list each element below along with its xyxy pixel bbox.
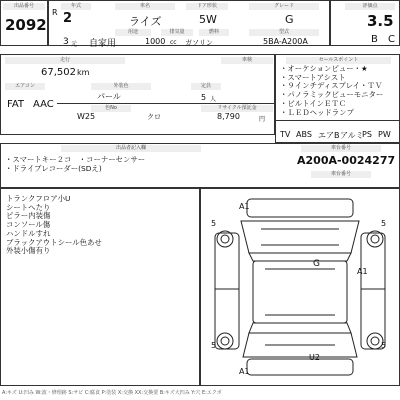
shift-unit: 元 bbox=[71, 41, 78, 48]
seats-unit: 人 bbox=[210, 96, 217, 103]
usage-label: 用途 bbox=[115, 29, 151, 36]
equipment-abs: ABS bbox=[296, 130, 312, 139]
car-diagram bbox=[201, 189, 399, 385]
score-cell bbox=[330, 0, 400, 46]
sales-point-item: ・ＬＥＤヘッドランプ bbox=[280, 107, 354, 117]
footer-legend: A:キズ U:凹み W:波・修理跡 S:サビ C:腐食 P:塗装 X:交換 XX:交換要 B:キズ大凹み Y:穴 E:エクボ bbox=[2, 390, 222, 396]
era: R bbox=[52, 8, 58, 17]
mileage-label: 走行 bbox=[5, 57, 125, 64]
equipment-alloy: アルミ bbox=[340, 131, 364, 140]
recycle-amount: 8,790 bbox=[217, 112, 240, 121]
sales-point-item: ・オーケションピュー・★ bbox=[280, 64, 368, 73]
chassis-footer-label: 車台番号 bbox=[311, 171, 371, 178]
spec-cell bbox=[0, 54, 275, 135]
car-name: ライズ bbox=[129, 15, 162, 28]
displacement-label: 排気量 bbox=[161, 29, 193, 36]
transmission: FAT bbox=[7, 99, 25, 110]
equipment-cell bbox=[275, 120, 400, 143]
mark-front-left: A1 bbox=[239, 202, 250, 211]
score: 3.5 bbox=[367, 12, 394, 30]
condition-item: トランクフロア小U bbox=[6, 194, 71, 203]
model-year: 2 bbox=[63, 11, 73, 26]
right-side-outline bbox=[361, 233, 385, 349]
fuel-label: 燃料 bbox=[199, 29, 229, 36]
color-code-2: クロ bbox=[147, 113, 161, 121]
condition-item: ハンドルすれ bbox=[6, 228, 51, 238]
lot-number-label: 出品番号 bbox=[3, 3, 45, 10]
mark-roof: G bbox=[313, 259, 320, 269]
sales-points-label: セールスポイント bbox=[286, 57, 391, 64]
sales-points-list bbox=[280, 65, 383, 117]
rear-left-wheel bbox=[217, 333, 233, 349]
interior-grade: B bbox=[371, 34, 378, 45]
front-bumper-outline bbox=[247, 199, 353, 217]
equipment-pw: PW bbox=[378, 130, 391, 139]
mileage: 67,502 bbox=[41, 67, 76, 78]
sales-point-item: ・スマートアシスト bbox=[280, 72, 346, 82]
note-item: ・スマートキー２コ ・コーナーセンサー bbox=[5, 155, 146, 164]
condition-item: コンソール傷 bbox=[6, 220, 51, 230]
car-name-label: 車名 bbox=[115, 3, 175, 10]
condition-item: ブラックアウトシール色あせ bbox=[6, 237, 102, 247]
mark-rear: U2 bbox=[309, 353, 320, 362]
chassis-label: 車台番号 bbox=[301, 145, 381, 152]
condition-item: 外装小傷有り bbox=[6, 246, 51, 256]
windshield-outline bbox=[249, 253, 351, 261]
displacement: 1000 bbox=[145, 37, 166, 46]
doors-label: ドア形状 bbox=[186, 3, 228, 10]
equipment-tv: TV bbox=[280, 130, 291, 139]
displacement-unit: cc bbox=[170, 39, 177, 46]
condition-item: シートへたり bbox=[6, 202, 51, 212]
recycle-label: リサイクル預託金 bbox=[201, 105, 273, 112]
recycle-unit: 円 bbox=[259, 116, 266, 123]
doors: 5W bbox=[199, 13, 217, 26]
color-no-label: 色No bbox=[91, 105, 131, 112]
score-label: 評価点 bbox=[345, 3, 395, 10]
notes-list bbox=[5, 156, 145, 173]
seats: 5 bbox=[201, 93, 207, 102]
seats-label: 定員 bbox=[191, 83, 221, 90]
ac-label: エアコン bbox=[5, 83, 45, 90]
hood-outline bbox=[241, 221, 359, 253]
mark-front-right-tire: 5 bbox=[381, 219, 387, 228]
lot-number: 2092 bbox=[5, 16, 47, 34]
mark-rear-right-tire: 5 bbox=[381, 341, 387, 350]
chassis-number: A200A-0024277 bbox=[297, 154, 396, 167]
notes-label: 出品者記入欄 bbox=[61, 145, 201, 152]
color: パール bbox=[97, 92, 121, 101]
car-diagram-cell bbox=[200, 188, 400, 386]
spec-divider bbox=[57, 103, 275, 104]
condition-list bbox=[6, 195, 102, 256]
rear-bumper-outline bbox=[247, 359, 353, 375]
usage: 自家用 bbox=[89, 39, 117, 49]
roof-outline bbox=[253, 261, 347, 323]
fuel: ガソリン bbox=[185, 39, 213, 47]
equipment-ps: PS bbox=[362, 130, 372, 139]
exterior-grade: C bbox=[388, 34, 395, 45]
equipment-airbag: エアB bbox=[318, 131, 340, 140]
sales-point-item: ・ビルトインＥＴＣ bbox=[280, 98, 347, 108]
sales-point-item: ・パノラミックビューモニター bbox=[280, 90, 384, 100]
air-conditioning: AAC bbox=[33, 99, 54, 110]
model-label: 型式 bbox=[249, 29, 319, 36]
model-code: 5BA-A200A bbox=[263, 37, 308, 46]
vehicle-info-cell bbox=[48, 0, 330, 49]
mark-front-left-tire: 5 bbox=[211, 219, 217, 228]
mark-rear-left-tire: 5 bbox=[211, 341, 217, 350]
note-item: ・ドライブレコーダー(SDえ) bbox=[5, 163, 102, 173]
condition-item: ピラー内装傷 bbox=[6, 211, 51, 221]
color-label: 外装色 bbox=[91, 83, 151, 90]
mileage-unit: km bbox=[77, 68, 90, 77]
inspection-label: 車検 bbox=[221, 57, 273, 64]
model-year-label: 年式 bbox=[61, 3, 91, 10]
sales-point-item: ・９インチディスプレイ・ＴＶ bbox=[280, 81, 383, 91]
left-side-outline bbox=[215, 233, 239, 349]
mark-rear-left: A1 bbox=[239, 367, 250, 376]
shift: 3 bbox=[63, 37, 69, 47]
color-code: W25 bbox=[77, 112, 96, 121]
notes-cell bbox=[0, 143, 400, 188]
grade: G bbox=[285, 13, 294, 26]
condition-cell bbox=[0, 188, 200, 386]
rear-glass-outline bbox=[249, 323, 351, 333]
grade-label: グレード bbox=[249, 3, 319, 10]
lot-number-cell bbox=[0, 0, 48, 46]
mark-right-side: A1 bbox=[357, 267, 368, 276]
